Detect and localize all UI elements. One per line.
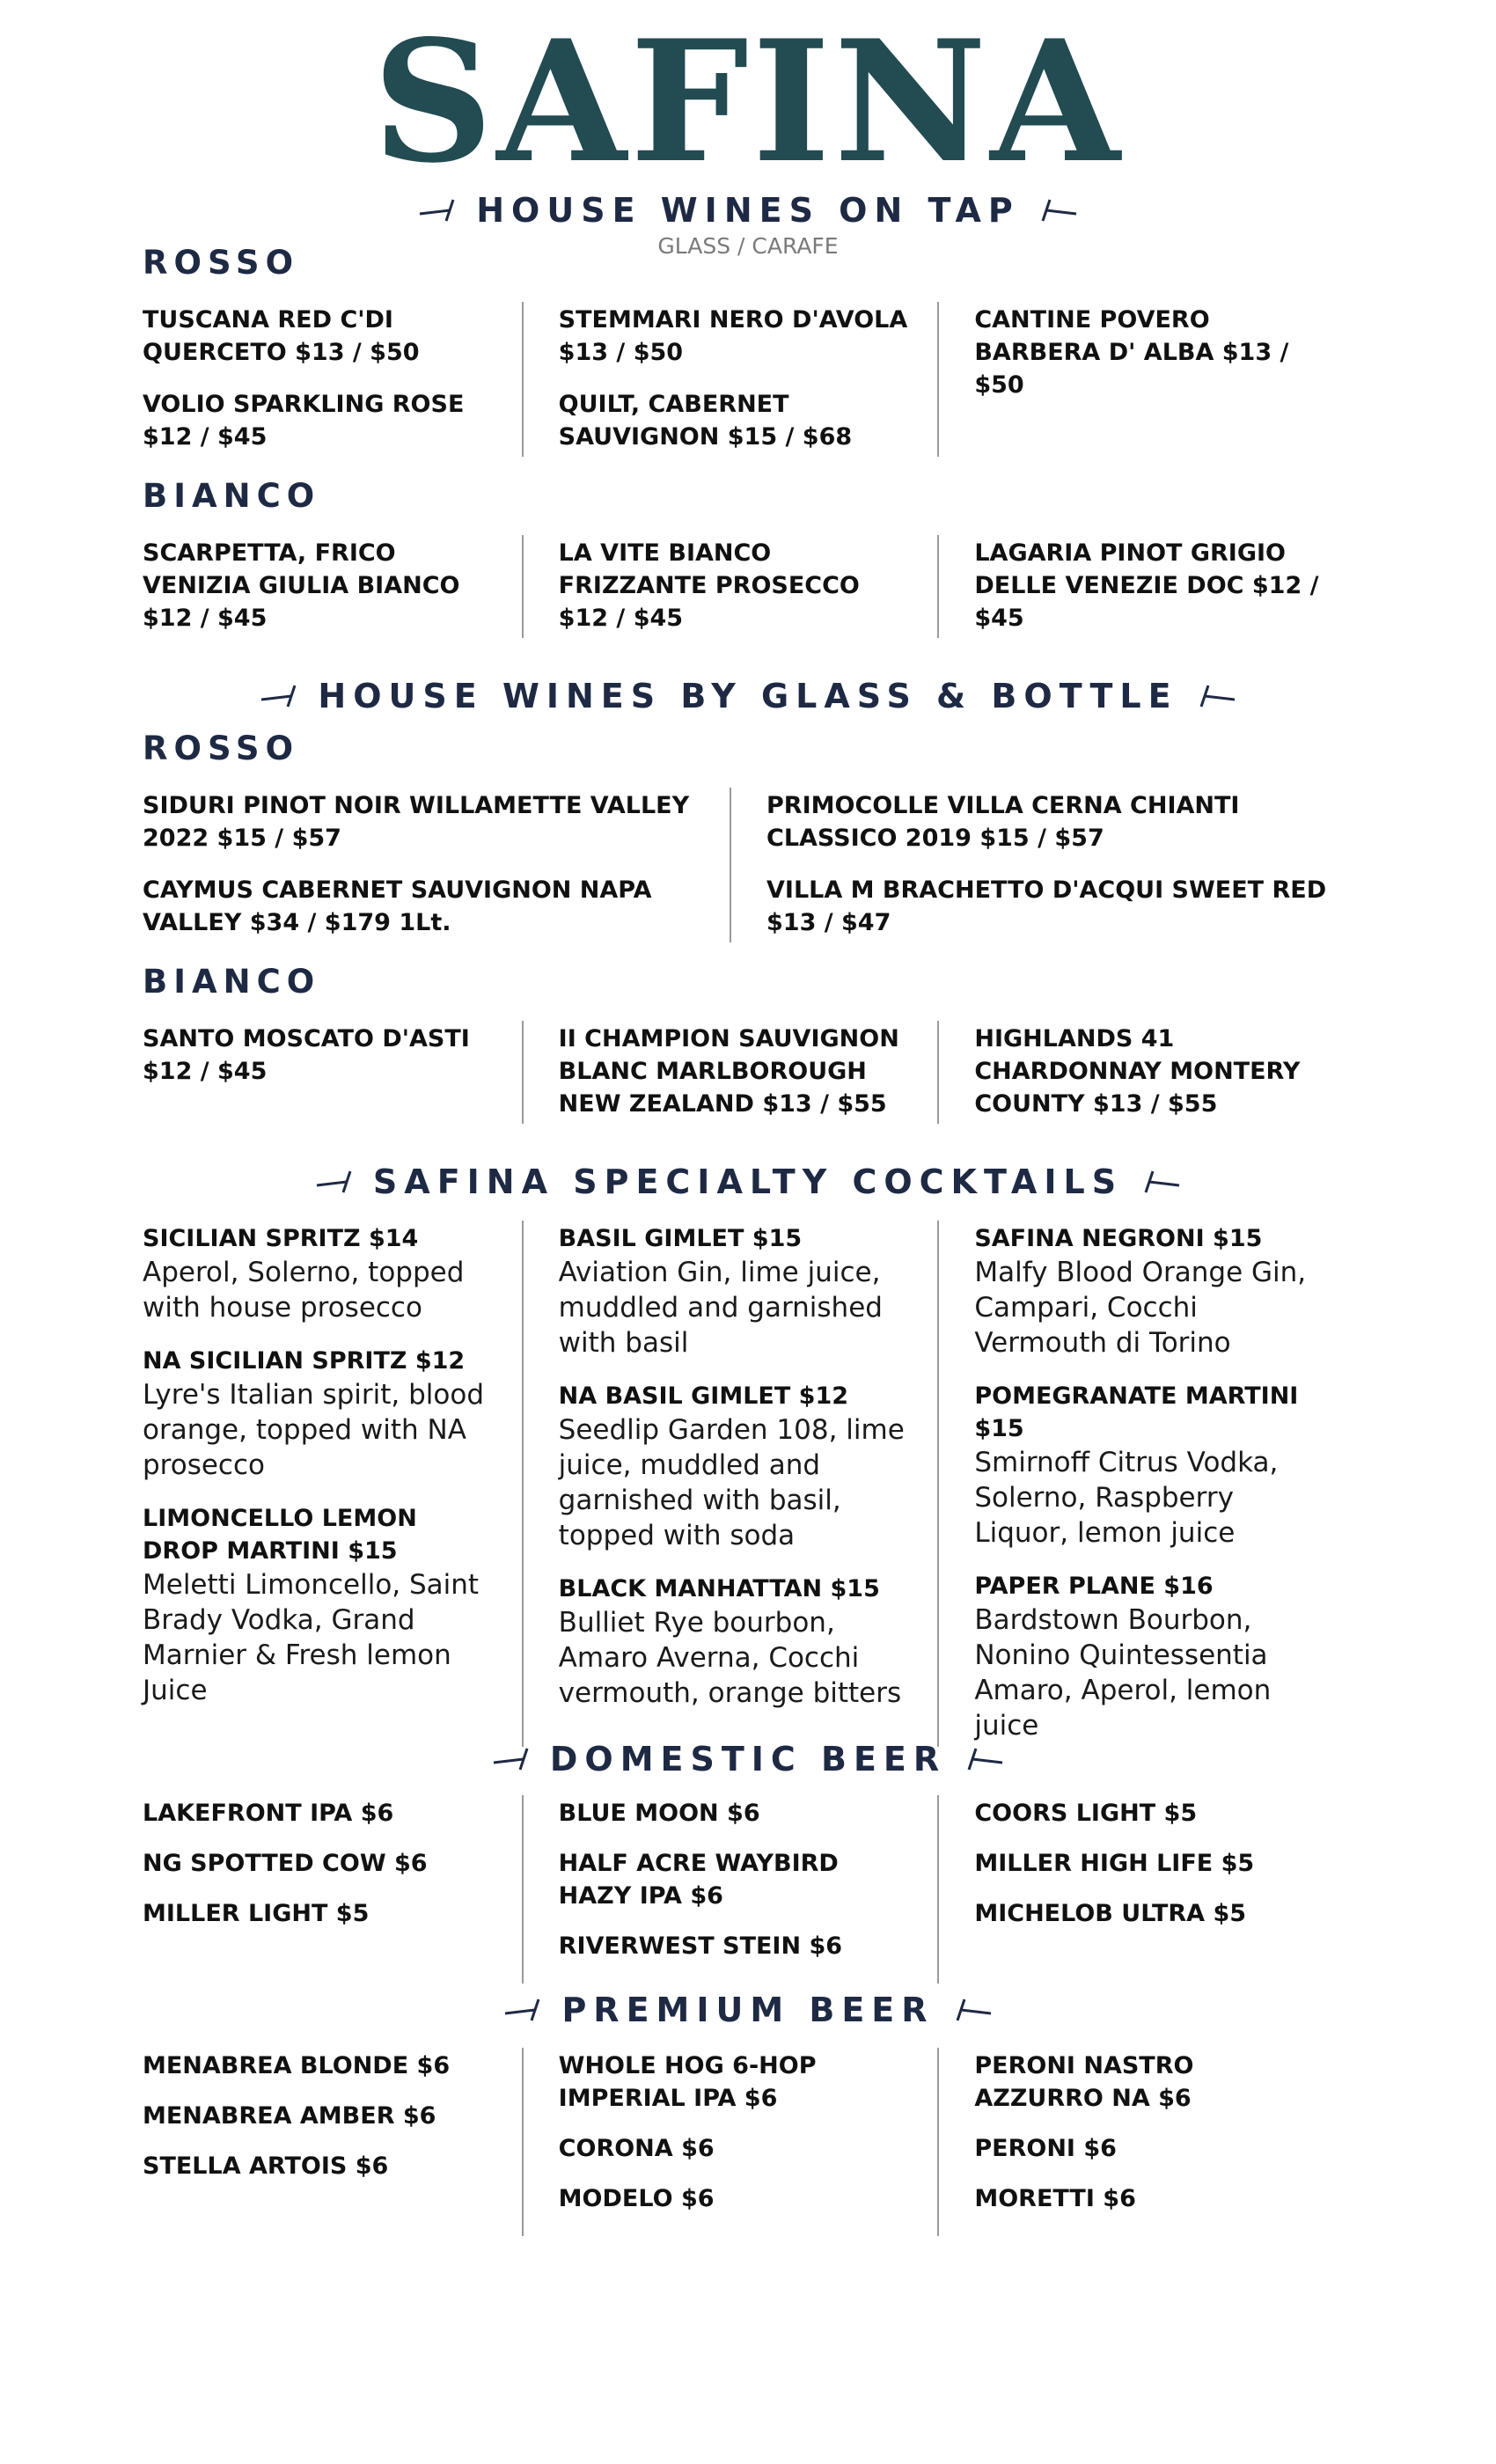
section-title-cocktails bbox=[0, 1159, 1496, 1205]
menu-column bbox=[937, 535, 1353, 638]
beer-item: MODELO $6 bbox=[558, 2185, 715, 2212]
beer-item: MILLER HIGH LIFE $5 bbox=[974, 1850, 1255, 1877]
beer-item: HALF ACRE WAYBIRD HAZY IPA $6 bbox=[558, 1850, 839, 1910]
glass-bianco-row bbox=[143, 1021, 1353, 1124]
cocktail-item bbox=[559, 1380, 912, 1553]
section-title-text: DOMESTIC BEER bbox=[549, 1740, 947, 1778]
cocktail-name: NA SICILIAN SPRITZ $12 bbox=[143, 1347, 466, 1375]
cocktail-description: Bardstown Bourbon, Nonino Quintessentia Amaro, Aperol, lemon juice bbox=[974, 1604, 1272, 1742]
cocktail-description: Malfy Blood Orange Gin, Campari, Cocchi Vermouth di Torino bbox=[974, 1257, 1307, 1359]
divider-ornament-right bbox=[964, 1745, 1004, 1773]
cocktail-name: BASIL GIMLET $15 bbox=[558, 1225, 803, 1252]
cocktail-name: LIMONCELLO LEMON DROP MARTINI $15 bbox=[143, 1505, 417, 1565]
cocktail-item bbox=[143, 1345, 495, 1483]
wine-item: VILLA M BRACHETTO D'ACQUI SWEET RED $13 / $47 bbox=[766, 876, 1327, 936]
cocktail-item bbox=[974, 1222, 1327, 1360]
cocktail-name: SAFINA NEGRONI $15 bbox=[974, 1225, 1263, 1252]
cocktail-name: SICILIAN SPRITZ $14 bbox=[143, 1225, 419, 1252]
menu-column bbox=[937, 1021, 1353, 1124]
category-bianco: BIANCO bbox=[143, 477, 321, 515]
cocktail-name: PAPER PLANE $16 bbox=[974, 1573, 1214, 1600]
beer-item: PERONI $6 bbox=[974, 2135, 1117, 2162]
section-title-domestic bbox=[0, 1736, 1496, 1782]
beer-item: MENABREA AMBER $6 bbox=[143, 2102, 436, 2130]
wine-item: II CHAMPION SAUVIGNON BLANC MARLBOROUGH NEW ZEALAND $13 / $55 bbox=[558, 1025, 899, 1118]
divider-ornament-right bbox=[952, 1996, 993, 2024]
cocktail-description: Seedlip Garden 108, lime juice, muddled and garnished with basil, topped with soda bbox=[558, 1414, 905, 1551]
section-title-glass bbox=[0, 673, 1496, 719]
cocktail-description: Lyre's Italian spirit, blood orange, topped with NA prosecco bbox=[143, 1379, 485, 1481]
cocktail-description: Aperol, Solerno, topped with house prosecco bbox=[143, 1257, 465, 1324]
cocktail-item bbox=[974, 1570, 1327, 1743]
section-title-text: HOUSE WINES ON TAP bbox=[476, 191, 1020, 230]
cocktail-item bbox=[974, 1380, 1327, 1551]
cocktails-row bbox=[143, 1221, 1353, 1747]
wine-item: STEMMARI NERO D'AVOLA $13 / $50 bbox=[558, 306, 908, 366]
section-title-text: HOUSE WINES BY GLASS & BOTTLE bbox=[318, 677, 1178, 715]
domestic-beer-row bbox=[143, 1795, 1353, 1984]
menu-column bbox=[522, 1795, 938, 1984]
cocktail-name: NA BASIL GIMLET $12 bbox=[558, 1382, 849, 1410]
beer-item: PERONI NASTRO AZZURRO NA $6 bbox=[974, 2052, 1194, 2112]
menu-column bbox=[143, 535, 522, 638]
divider-ornament-right bbox=[1038, 196, 1078, 224]
divider-ornament-left bbox=[260, 682, 300, 710]
cocktail-description: Bulliet Rye bourbon, Amaro Averna, Cocchi vermouth, orange bitters bbox=[558, 1607, 902, 1709]
cocktail-description: Smirnoff Citrus Vodka, Solerno, Raspberry Liquor, lemon juice bbox=[974, 1447, 1279, 1549]
menu-column bbox=[937, 302, 1353, 457]
cocktail-description: Meletti Limoncello, Saint Brady Vodka, Grand Marnier & Fresh lemon Juice bbox=[143, 1569, 480, 1706]
section-title-premium bbox=[0, 1987, 1496, 2033]
category-bianco: BIANCO bbox=[143, 963, 321, 1001]
beer-item: MORETTI $6 bbox=[974, 2185, 1136, 2212]
divider-ornament-left bbox=[503, 1996, 544, 2024]
beer-item: STELLA ARTOIS $6 bbox=[143, 2152, 389, 2180]
wine-item: SANTO MOSCATO D'ASTI $12 / $45 bbox=[143, 1025, 470, 1085]
wine-item: SIDURI PINOT NOIR WILLAMETTE VALLEY 2022 $15 / $57 bbox=[143, 792, 690, 852]
beer-item: COORS LIGHT $5 bbox=[974, 1800, 1198, 1827]
section-title-text: SAFINA SPECIALTY COCKTAILS bbox=[372, 1162, 1124, 1201]
wine-item: SCARPETTA, FRICO VENIZIA GIULIA BIANCO $12 / $45 bbox=[143, 539, 460, 632]
beer-item: LAKEFRONT IPA $6 bbox=[143, 1800, 394, 1827]
category-rosso: ROSSO bbox=[143, 244, 300, 282]
cocktail-item bbox=[143, 1502, 495, 1708]
menu-column bbox=[522, 1221, 938, 1747]
menu-column bbox=[522, 1021, 938, 1124]
cocktail-item bbox=[559, 1573, 912, 1711]
wine-item: PRIMOCOLLE VILLA CERNA CHIANTI CLASSICO 2019 $15 / $57 bbox=[766, 792, 1240, 852]
wine-item: CAYMUS CABERNET SAUVIGNON NAPA VALLEY $34 / $179 1Lt. bbox=[143, 876, 652, 936]
beer-item: MILLER LIGHT $5 bbox=[143, 1900, 370, 1927]
cocktail-description: Aviation Gin, lime juice, muddled and garnished with basil bbox=[558, 1257, 883, 1359]
menu-column bbox=[522, 535, 938, 638]
menu-column bbox=[937, 2048, 1353, 2236]
tap-rosso-row bbox=[143, 302, 1353, 457]
wine-item: CANTINE POVERO BARBERA D' ALBA $13 / $50 bbox=[974, 306, 1289, 399]
wine-item: LA VITE BIANCO FRIZZANTE PROSECCO $12 / $45 bbox=[558, 539, 860, 632]
beer-item: WHOLE HOG 6-HOP IMPERIAL IPA $6 bbox=[558, 2052, 817, 2112]
category-rosso: ROSSO bbox=[143, 730, 300, 767]
brand-logo: SAFINA bbox=[372, 4, 1124, 200]
section-title-text: PREMIUM BEER bbox=[561, 1991, 935, 2029]
section-subtitle: GLASS / CARAFE bbox=[657, 233, 839, 259]
divider-ornament-right bbox=[1196, 682, 1236, 710]
menu-column bbox=[143, 302, 522, 457]
wine-item: TUSCANA RED C'DI QUERCETO $13 / $50 bbox=[143, 306, 420, 366]
divider-ornament-left bbox=[315, 1168, 356, 1196]
wine-item: QUILT, CABERNET SAUVIGNON $15 / $68 bbox=[558, 391, 853, 451]
beer-item: RIVERWEST STEIN $6 bbox=[558, 1932, 843, 1960]
menu-column bbox=[937, 1221, 1353, 1747]
wine-item: VOLIO SPARKLING ROSE $12 / $45 bbox=[143, 391, 465, 451]
cocktail-item bbox=[559, 1222, 912, 1360]
premium-beer-row bbox=[143, 2048, 1353, 2236]
divider-ornament-right bbox=[1140, 1168, 1181, 1196]
section-title-tap bbox=[0, 187, 1496, 233]
wine-item: LAGARIA PINOT GRIGIO DELLE VENEZIE DOC $12 / $45 bbox=[974, 539, 1319, 632]
beer-item: BLUE MOON $6 bbox=[558, 1800, 760, 1827]
beer-item: MENABREA BLONDE $6 bbox=[143, 2052, 451, 2079]
menu-column bbox=[143, 2048, 522, 2236]
menu-column bbox=[143, 788, 730, 942]
divider-ornament-left bbox=[418, 196, 458, 224]
beer-item: CORONA $6 bbox=[558, 2135, 715, 2162]
menu-column bbox=[730, 788, 1353, 942]
menu-column bbox=[143, 1221, 522, 1747]
menu-column bbox=[522, 302, 938, 457]
menu-column bbox=[143, 1021, 522, 1124]
beer-item: MICHELOB ULTRA $5 bbox=[974, 1900, 1247, 1927]
cocktail-name: POMEGRANATE MARTINI $15 bbox=[974, 1382, 1299, 1442]
wine-item: HIGHLANDS 41 CHARDONNAY MONTERY COUNTY $13 / $55 bbox=[974, 1025, 1301, 1118]
tap-bianco-row bbox=[143, 535, 1353, 638]
menu-column bbox=[937, 1795, 1353, 1984]
menu-column bbox=[522, 2048, 938, 2236]
cocktail-name: BLACK MANHATTAN $15 bbox=[558, 1575, 880, 1602]
glass-rosso-row bbox=[143, 788, 1353, 942]
divider-ornament-left bbox=[492, 1745, 532, 1773]
beer-item: NG SPOTTED COW $6 bbox=[143, 1850, 428, 1877]
cocktail-item bbox=[143, 1222, 495, 1325]
menu-column bbox=[143, 1795, 522, 1984]
